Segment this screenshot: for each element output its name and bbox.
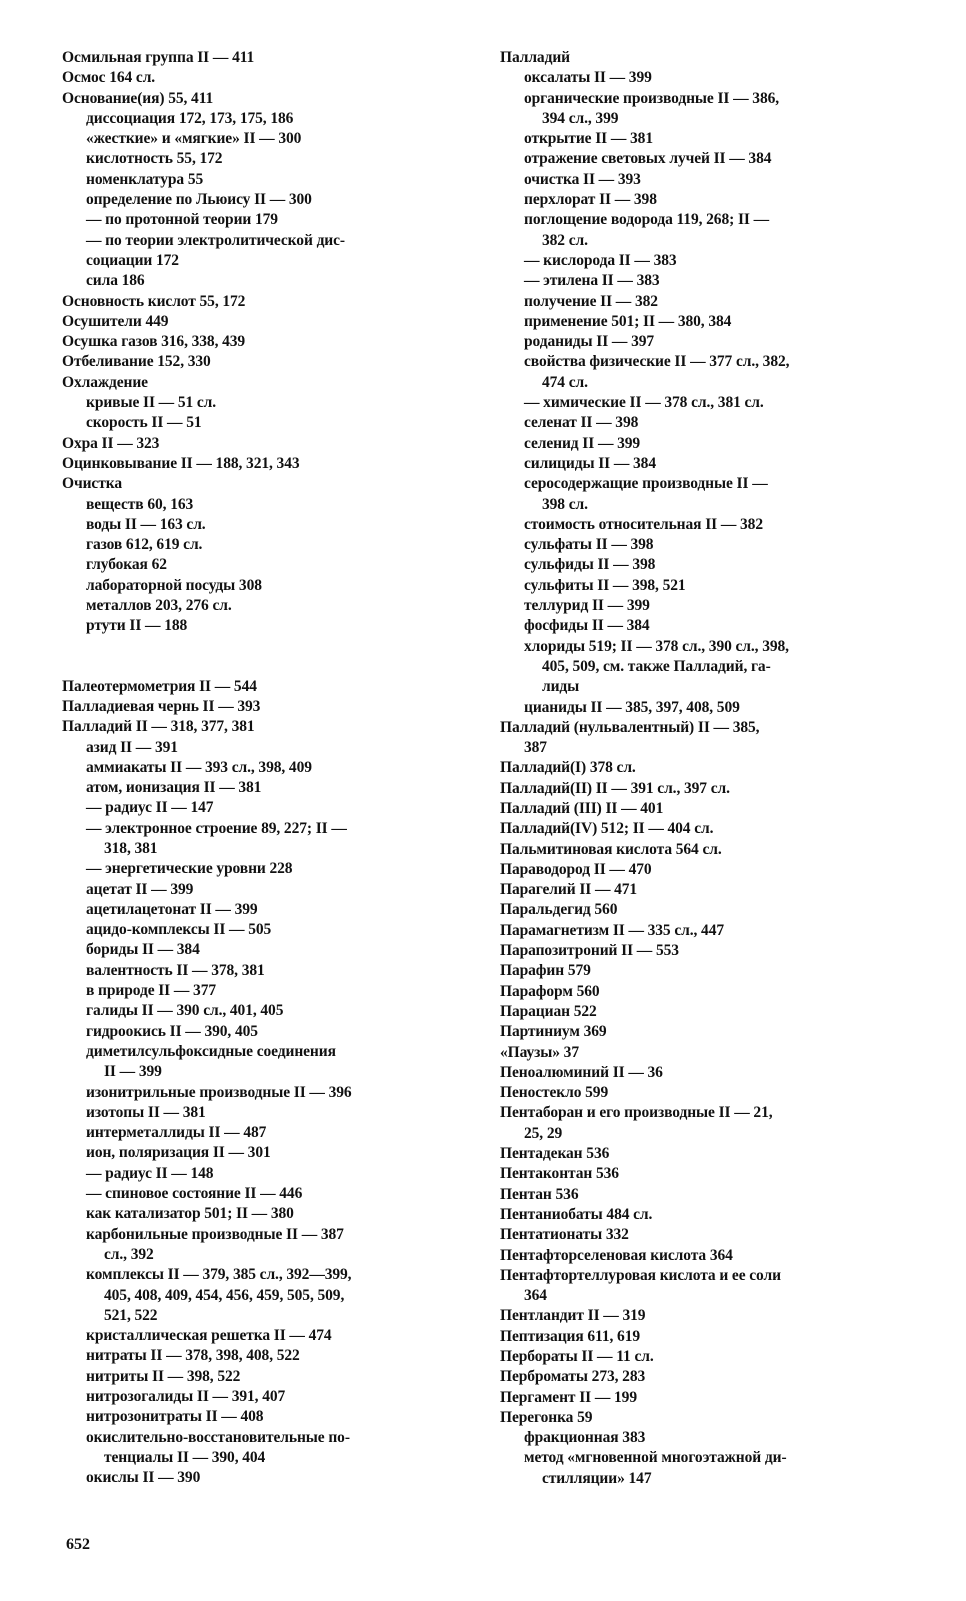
index-entry: сульфиты II — 398, 521 <box>524 576 686 594</box>
index-entry: стоимость относительная II — 382 <box>524 515 763 533</box>
index-entry: тенциалы II — 390, 404 <box>104 1448 266 1466</box>
index-entry: Пальмитиновая кислота 564 сл. <box>500 840 722 858</box>
index-entry: Осмильная группа II — 411 <box>62 49 255 66</box>
index-entry: сульфиды II — 398 <box>524 556 656 574</box>
index-entry: Пентаборан и его производные II — 21, <box>500 1104 773 1122</box>
index-entry: в природе II — 377 <box>86 982 217 1000</box>
index-entry: Основание(ия) 55, 411 <box>62 89 214 107</box>
index-entry: — по протонной теории 179 <box>86 211 278 229</box>
index-entry: Партиниум 369 <box>500 1023 607 1041</box>
index-entry: ртути II — 188 <box>86 617 188 635</box>
index-entry: сульфаты II — 398 <box>524 536 654 554</box>
index-entry: бориды II — 384 <box>86 941 200 959</box>
index-entry: нитрозонитраты II — 408 <box>86 1408 264 1426</box>
index-entry: — радиус II — 147 <box>86 799 214 817</box>
index-entry: Парагелий II — 471 <box>500 881 638 899</box>
index-entry: теллурид II — 399 <box>524 597 650 615</box>
index-entry: — энергетические уровни 228 <box>86 860 293 878</box>
index-entry: Палладий <box>500 49 570 66</box>
index-entry: социации 172 <box>86 251 179 269</box>
index-entry: — кислорода II — 383 <box>524 251 677 269</box>
index-entry: нитрозогалиды II — 391, 407 <box>86 1388 286 1405</box>
index-entry: Палладиевая чернь II — 393 <box>62 697 261 715</box>
index-entry: II — 399 <box>104 1063 162 1081</box>
index-entry: 387 <box>524 739 547 757</box>
index-entry: кристаллическая решетка II — 474 <box>86 1327 332 1345</box>
index-entry: Основность кислот 55, 172 <box>62 292 246 310</box>
index-entry: нитриты II — 398, 522 <box>86 1367 241 1385</box>
index-entry: Перегонка 59 <box>500 1408 593 1426</box>
index-entry: гидроокись II — 390, 405 <box>86 1022 258 1040</box>
index-entry: глубокая 62 <box>86 556 167 574</box>
index-entry: Осушители 449 <box>62 312 169 330</box>
index-entry: — электронное строение 89, 227; II — <box>86 819 347 837</box>
index-entry: серосодержащие производные II — <box>524 475 768 493</box>
section-gap <box>62 637 448 677</box>
index-entry: ион, поляризация II — 301 <box>86 1144 271 1162</box>
index-entry: карбонильные производные II — 387 <box>86 1225 344 1243</box>
index-entry: «Паузы» 37 <box>500 1043 579 1061</box>
index-entry: цианиды II — 385, 397, 408, 509 <box>524 698 740 716</box>
index-entry: веществ 60, 163 <box>86 495 194 513</box>
index-entry: сл., 392 <box>104 1245 154 1263</box>
index-entry: поглощение водорода 119, 268; II — <box>524 211 769 229</box>
index-entry: Осмос 164 сл. <box>62 69 156 87</box>
index-entry: Палладий(I) 378 сл. <box>500 759 636 777</box>
index-entry: — по теории электролитической дис- <box>86 231 345 249</box>
index-entry: Палладий(II) II — 391 сл., 397 сл. <box>500 779 730 797</box>
index-entry: Пентландит II — 319 <box>500 1307 646 1325</box>
index-entry: атом, ионизация II — 381 <box>86 779 262 797</box>
index-entry: оксалаты II — 399 <box>524 69 652 87</box>
index-entry: изонитрильные производные II — 396 <box>86 1083 352 1101</box>
index-entry: Парамагнетизм II — 335 сл., 447 <box>500 921 725 939</box>
index-entry: селенат II — 398 <box>524 414 639 432</box>
index-entry: Палладий(IV) 512; II — 404 сл. <box>500 820 714 838</box>
index-entry: Пентаниобаты 484 сл. <box>500 1205 653 1223</box>
index-entry: аммиакаты II — 393 сл., 398, 409 <box>86 758 312 776</box>
index-entry: кривые II — 51 сл. <box>86 394 217 412</box>
index-entry: скорость II — 51 <box>86 414 202 432</box>
index-entry: Паральдегид 560 <box>500 901 618 919</box>
index-entry: изотопы II — 381 <box>86 1103 206 1121</box>
index-entry: диметилсульфоксидные соединения <box>86 1042 336 1060</box>
index-entry: открытие II — 381 <box>524 130 653 148</box>
index-entry: Пентан 536 <box>500 1185 579 1203</box>
index-entry: галиды II — 390 сл., 401, 405 <box>86 1002 284 1020</box>
index-entry: ацетилацетонат II — 399 <box>86 900 258 918</box>
index-entry: 398 сл. <box>542 495 588 513</box>
index-column-right <box>500 48 892 1489</box>
index-entry: 521, 522 <box>104 1306 158 1324</box>
index-entry: Очистка <box>62 475 122 493</box>
index-entry: Палладий (III) II — 401 <box>500 799 664 817</box>
index-entry: 405, 408, 409, 454, 456, 459, 505, 509, <box>104 1286 345 1304</box>
index-entry: Охра II — 323 <box>62 434 160 452</box>
index-entry: метод «мгновенной многоэтажной ди- <box>524 1449 787 1467</box>
index-entry: — этилена II — 383 <box>524 272 660 290</box>
index-entry: Параводород II — 470 <box>500 860 652 878</box>
index-entry: Перброматы 273, 283 <box>500 1368 646 1386</box>
index-entry: 405, 509, см. также Палладий, га- <box>542 657 771 675</box>
index-entry: 382 сл. <box>542 231 588 249</box>
index-entry: лиды <box>542 678 580 696</box>
index-entry: — спиновое состояние II — 446 <box>86 1185 303 1203</box>
index-entry: Палладий II — 318, 377, 381 <box>62 718 255 736</box>
index-entry: очистка II — 393 <box>524 170 641 188</box>
index-entry: валентность II — 378, 381 <box>86 961 265 979</box>
index-entry: фосфиды II — 384 <box>524 617 650 635</box>
index-entry: 318, 381 <box>104 839 158 857</box>
index-entry: Пентаконтан 536 <box>500 1165 619 1183</box>
index-entry: «жесткие» и «мягкие» II — 300 <box>86 130 302 148</box>
index-entry: Пентафтортеллуровая кислота и ее соли <box>500 1266 781 1284</box>
index-entry: применение 501; II — 380, 384 <box>524 312 732 330</box>
index-entry: Парапозитроний II — 553 <box>500 942 679 960</box>
index-entry: 474 сл. <box>542 373 588 391</box>
index-entry: окислительно-восстановительные по- <box>86 1428 350 1446</box>
index-entry: силициды II — 384 <box>524 454 656 472</box>
index-entry: 364 <box>524 1287 547 1305</box>
index-entry: ацетат II — 399 <box>86 880 194 898</box>
index-entry: нитраты II — 378, 398, 408, 522 <box>86 1347 300 1365</box>
index-entry: Пентадекан 536 <box>500 1145 610 1163</box>
index-entry: металлов 203, 276 сл. <box>86 597 232 615</box>
index-entry: фракционная 383 <box>524 1429 646 1447</box>
index-entry: 25, 29 <box>524 1124 563 1142</box>
index-entry: Пентафторселеновая кислота 364 <box>500 1246 733 1264</box>
index-entry: диссоциация 172, 173, 175, 186 <box>86 109 294 127</box>
index-entry: Пергамент II — 199 <box>500 1388 637 1406</box>
index-entry: Парафин 579 <box>500 962 591 980</box>
index-column-left <box>62 48 448 1488</box>
index-entry: стилляции» 147 <box>542 1469 652 1487</box>
index-entry: номенклатура 55 <box>86 170 204 188</box>
page-number: 652 <box>66 1536 90 1553</box>
index-entry: воды II — 163 сл. <box>86 515 206 533</box>
index-entry: отражение световых лучей II — 384 <box>524 150 772 168</box>
index-entry: Пептизация 611, 619 <box>500 1327 641 1345</box>
index-entry: селенид II — 399 <box>524 434 641 452</box>
index-entry: лабораторной посуды 308 <box>86 576 262 594</box>
index-entry: комплексы II — 379, 385 сл., 392—399, <box>86 1266 352 1284</box>
index-entry: определение по Льюису II — 300 <box>86 191 312 209</box>
index-entry: Отбеливание 152, 330 <box>62 353 211 371</box>
index-entry: Пербораты II — 11 сл. <box>500 1348 654 1365</box>
index-entry: сила 186 <box>86 272 145 290</box>
index-entry: перхлорат II — 398 <box>524 191 657 209</box>
index-entry: Оцинковывание II — 188, 321, 343 <box>62 454 300 472</box>
index-entry: хлориды 519; II — 378 сл., 390 сл., 398, <box>524 637 789 655</box>
index-entry: Пентатионаты 332 <box>500 1226 629 1244</box>
index-entry: Параформ 560 <box>500 982 600 1000</box>
index-entry: окислы II — 390 <box>86 1469 201 1487</box>
index-entry: Пеноалюминий II — 36 <box>500 1063 663 1081</box>
index-entry: Осушка газов 316, 338, 439 <box>62 333 246 351</box>
index-entry: азид II — 391 <box>86 738 178 756</box>
index-entry: кислотность 55, 172 <box>86 150 223 168</box>
index-entry: свойства физические II — 377 сл., 382, <box>524 353 790 371</box>
index-entry: Парациан 522 <box>500 1002 597 1020</box>
index-entry: ацидо-комплексы II — 505 <box>86 921 272 939</box>
index-entry: — радиус II — 148 <box>86 1164 214 1182</box>
index-entry: 394 сл., 399 <box>542 109 619 127</box>
index-entry: как катализатор 501; II — 380 <box>86 1205 294 1223</box>
index-entry: интерметаллиды II — 487 <box>86 1124 267 1142</box>
index-entry: Охлаждение <box>62 373 148 391</box>
index-entry: — химические II — 378 сл., 381 сл. <box>524 394 764 412</box>
index-entry: получение II — 382 <box>524 292 658 310</box>
index-entry: газов 612, 619 сл. <box>86 536 203 554</box>
index-entry: роданиды II — 397 <box>524 333 655 351</box>
index-entry: Палладий (нульвалентный) II — 385, <box>500 718 760 736</box>
index-entry: органические производные II — 386, <box>524 89 780 107</box>
index-entry: Палеотермометрия II — 544 <box>62 677 257 695</box>
index-entry: Пеностекло 599 <box>500 1084 609 1102</box>
